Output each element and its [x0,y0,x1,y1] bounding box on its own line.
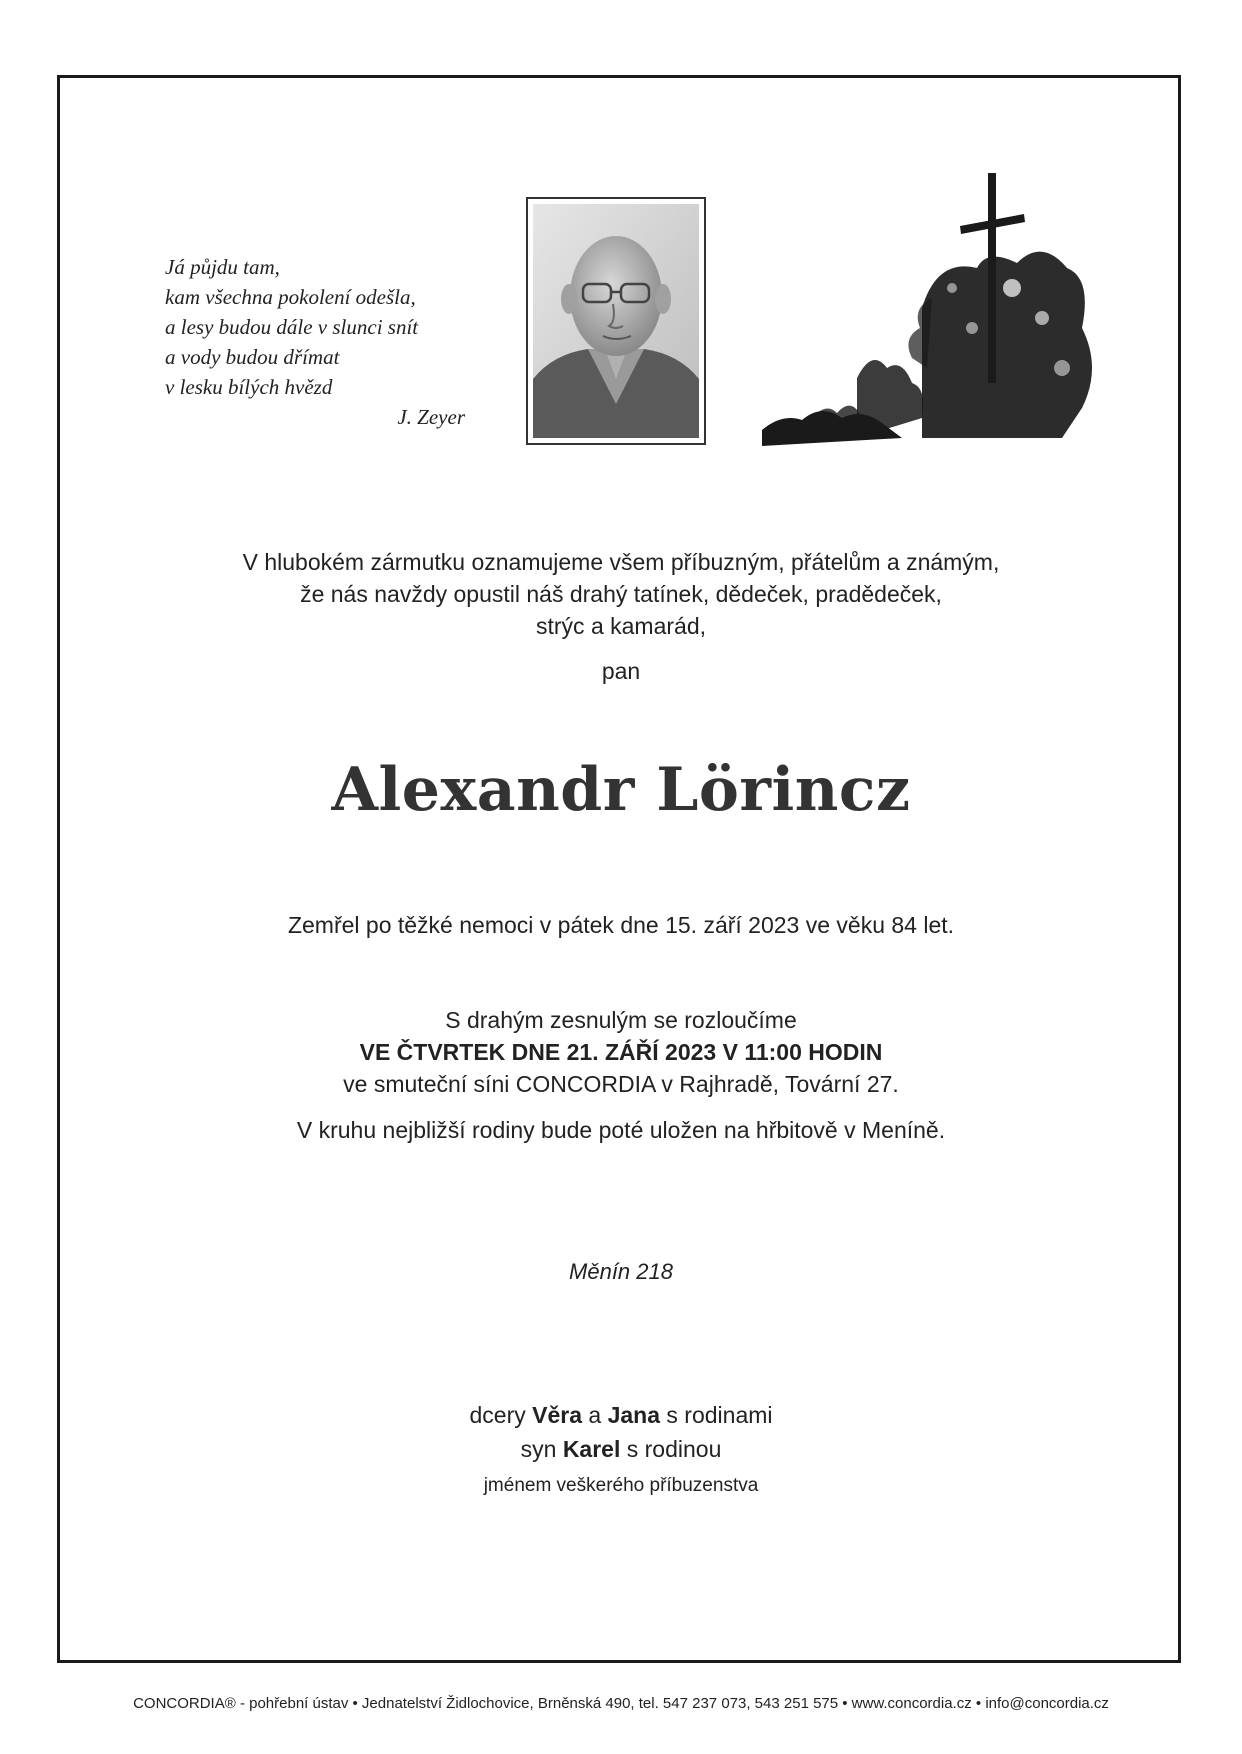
burial-info: V kruhu nejbližší rodiny bude poté uložen na hřbitově v Meníně. [296,1117,946,1143]
death-notice: Zemřel po těžké nemoci v pátek dne 15. září 2023 ve věku 84 let. [287,912,955,938]
mourners-daughters [60,1398,1182,1432]
ceremony-location: ve smuteční síni CONCORDIA v Rajhradě, Tovární 27. [343,1071,899,1097]
poem-line: kam všechna pokolení odešla, [165,285,416,309]
mourner-text: dcery [469,1402,533,1428]
honorific: pan [601,658,641,684]
poem-author: J. Zeyer [397,405,465,429]
announcement-intro [60,546,1182,642]
mourner-text: a [582,1402,608,1428]
poem-quote [165,252,495,432]
mourner-text: s rodinami [660,1402,773,1428]
on-behalf-of: jménem veškerého příbuzenstva [483,1475,759,1496]
portrait-photo-icon [533,204,699,438]
mourner-name: Věra [532,1402,582,1428]
portrait-photo [526,197,706,445]
ceremony-intro: S drahým zesnulým se rozloučíme [445,1007,797,1033]
poem-line: a lesy budou dále v slunci snít [165,315,419,339]
mourner-name: Jana [607,1402,661,1428]
intro-line: V hlubokém zármutku oznamujeme všem příbuzným, přátelům a známým, [242,549,1000,575]
cross-with-trees-icon [762,168,1097,446]
mourner-text: syn [520,1436,563,1462]
poem-line: Já půjdu tam, [165,255,280,279]
ceremony-info [60,1004,1182,1100]
mourners [60,1398,1182,1466]
intro-line: že nás navždy opustil náš drahý tatínek, dědeček, pradědeček, [300,581,942,607]
mourner-text: s rodinou [620,1436,722,1462]
deceased-name: Alexandr Lörincz [331,755,911,825]
mourner-name: Karel [562,1436,621,1462]
mourners-son [60,1432,1182,1466]
intro-line: strýc a kamarád, [536,613,706,639]
funeral-home-footer: CONCORDIA® - pohřební ústav • Jednatelství Židlochovice, Brněnská 490, tel. 547 237 073, 543 251 575 • www.concordia.cz • info@concordia.cz [133,1695,1109,1712]
family-address: Měnín 218 [569,1259,673,1284]
ceremony-date-time: VE ČTVRTEK DNE 21. ZÁŘÍ 2023 V 11:00 HODIN [359,1039,883,1065]
poem-line: a vody budou dřímat [165,345,340,369]
poem-line: v lesku bílých hvězd [165,375,333,399]
